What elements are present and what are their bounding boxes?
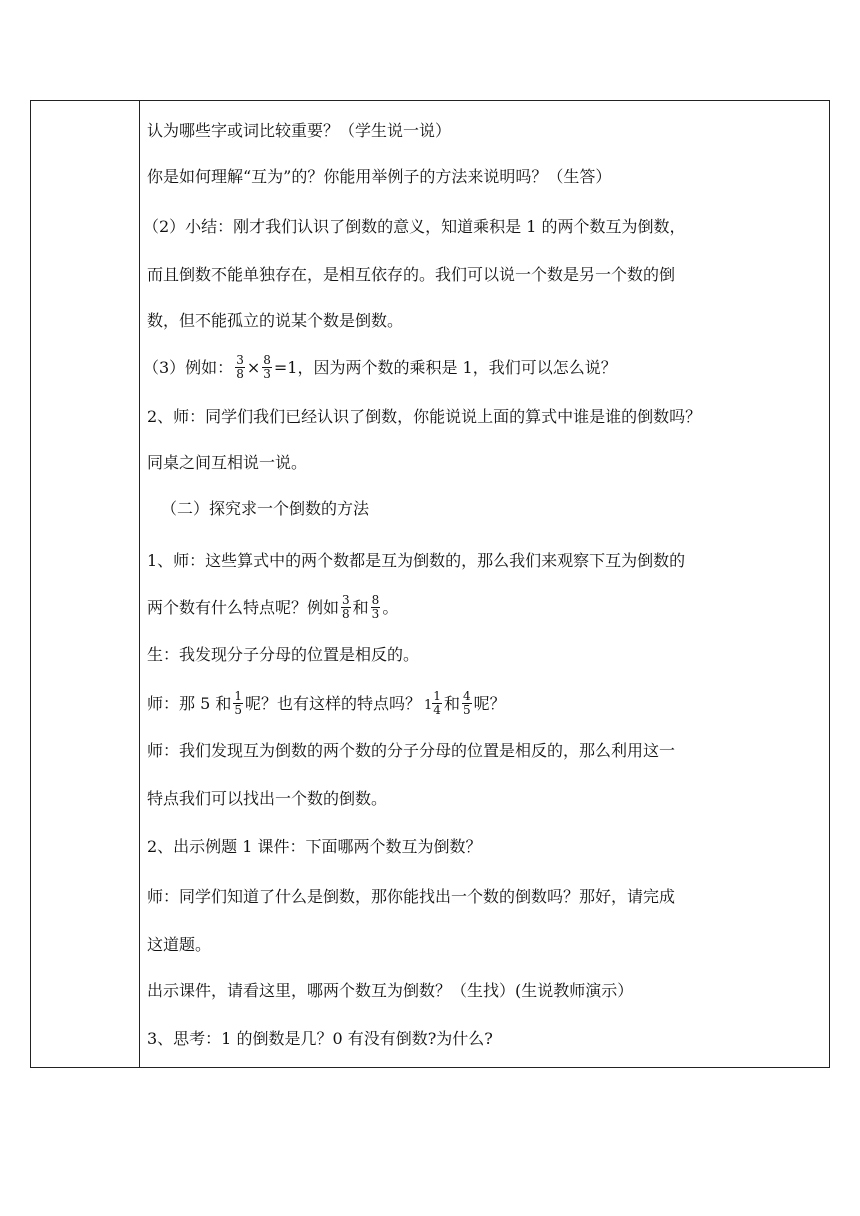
denominator: 4 [433,703,441,717]
text-line: 师：我们发现互为倒数的两个数的分子分母的位置是相反的，那么利用这一 [147,741,676,760]
text-segment: （3）例如： [143,358,234,377]
text-line: 出示课件，请看这里，哪两个数互为倒数？（生找）(生说教师演示） [147,981,634,1000]
numerator: 8 [371,593,380,607]
left-column-cell [31,101,140,1068]
numerator: 4 [462,689,471,703]
text-line: 同桌之间互相说一说。 [147,453,308,472]
fraction-8-3 [371,594,381,621]
content-cell [140,101,830,1068]
text-segment: 师：那 5 和 [147,694,232,713]
text-line: 2、出示例题 1 课件：下面哪两个数互为倒数？ [147,837,482,856]
denominator: 8 [342,607,350,621]
multiply-sign: × [246,358,261,377]
fraction-1-4 [432,690,442,717]
text-line: 师：同学们知道了什么是倒数，那你能找出一个数的倒数吗？那好，请完成 [147,887,676,906]
text-segment: 和 [352,598,369,617]
numerator: 1 [433,689,441,703]
text-segment: 呢？ [473,694,506,713]
lesson-table [30,100,830,1068]
example-line [147,593,399,621]
example-line [143,353,617,381]
fraction-1-5 [233,690,243,717]
example-line [147,689,506,717]
denominator: 8 [236,367,244,381]
text-line: 3、思考：1 的倒数是几？0 有没有倒数?为什么? [147,1029,493,1048]
text-line: （2）小结：刚才我们认识了倒数的意义，知道乘积是 1 的两个数互为倒数， [143,217,686,236]
text-line: 认为哪些字或词比较重要？（学生说一说） [147,121,452,140]
section-heading: （二）探究求一个倒数的方法 [161,499,370,518]
fraction-4-5 [462,690,472,717]
text-line: 这道题。 [147,935,212,954]
fraction-8-3 [262,354,272,381]
table-row [31,101,830,1068]
text-segment: =1，因为两个数的乘积是 1，我们可以怎么说？ [273,358,617,377]
fraction-3-8 [341,594,351,621]
denominator: 5 [462,703,471,717]
text-segment: 和 [443,694,460,713]
text-line: 你是如何理解“互为”的？你能用举例子的方法来说明吗？（生答） [147,167,612,186]
mixed-number-whole: 1 [424,698,433,713]
fraction-3-8 [235,354,245,381]
text-segment: 呢？也有这样的特点吗？ [245,694,422,713]
text-line: 特点我们可以找出一个数的倒数。 [147,789,388,808]
text-line: 1、师：这些算式中的两个数都是互为倒数的，那么我们来观察下互为倒数的 [147,551,686,570]
numerator: 1 [234,689,242,703]
numerator: 8 [263,353,271,367]
denominator: 3 [263,367,271,381]
text-segment: 两个数有什么特点呢？例如 [147,598,340,617]
text-line: 数，但不能孤立的说某个数是倒数。 [147,311,404,330]
text-line: 生：我发现分子分母的位置是相反的。 [147,645,420,664]
text-line: 2、师：同学们我们已经认识了倒数，你能说说上面的算式中谁是谁的倒数吗？ [147,407,702,426]
numerator: 3 [236,353,244,367]
numerator: 3 [342,593,350,607]
text-segment: 。 [382,598,399,617]
denominator: 3 [371,607,380,621]
text-line: 而且倒数不能单独存在，是相互依存的。我们可以说一个数是另一个数的倒 [147,265,676,284]
denominator: 5 [234,703,242,717]
